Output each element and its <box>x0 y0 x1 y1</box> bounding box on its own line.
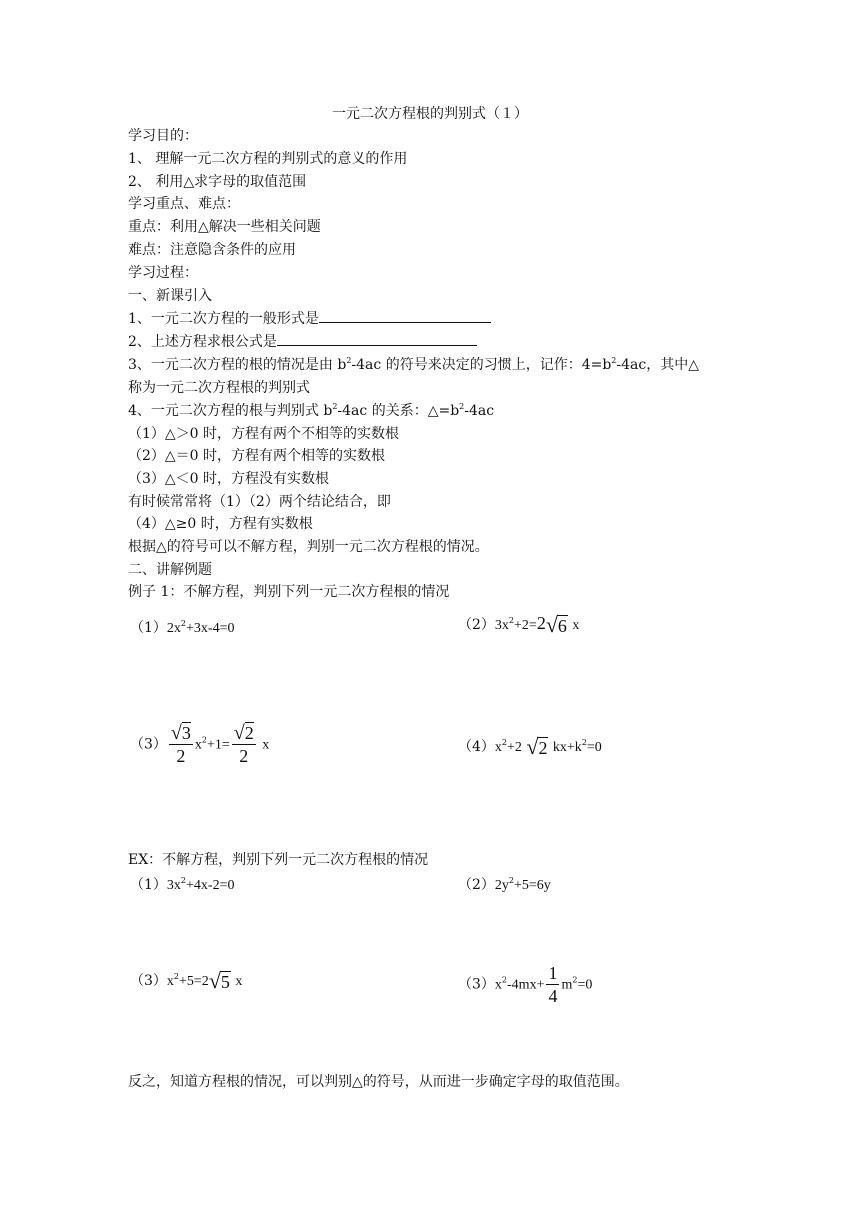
denominator: 4 <box>548 986 558 1006</box>
coefficient: 2 <box>536 613 546 633</box>
case-2: （2）△＝0 时，方程有两个相等的实数根 <box>128 448 386 464</box>
superscript: 2 <box>180 619 187 628</box>
equation-part: 3x <box>166 878 181 893</box>
equation-part: x <box>166 974 174 989</box>
section-heading-focus: 学习重点、难点： <box>128 196 240 212</box>
statement-4-part-b: -4ac 的关系：△=b <box>337 403 460 419</box>
closing-line: 反之，知道方程根的情况，可以判别△的符号，从而进一步确定字母的取值范围。 <box>128 1074 629 1090</box>
subsection-examples: 二、讲解例题 <box>128 562 212 578</box>
superscript: 2 <box>501 738 508 747</box>
subsection-intro: 一、新课引入 <box>128 288 212 304</box>
statement-3-continued: 称为一元二次方程根的判别式 <box>128 380 310 396</box>
focus-point: 重点：利用△解决一些相关问题 <box>128 219 321 235</box>
superscript: 2 <box>332 402 338 411</box>
equation-part: kx+k <box>552 740 582 755</box>
case-4: （4）△≥0 时，方程有实数根 <box>128 516 313 532</box>
equation-part: +2= <box>514 618 537 633</box>
superscript: 2 <box>346 356 352 365</box>
equation-part: +2 <box>507 740 522 755</box>
problem-label: （4） <box>458 739 495 755</box>
denominator: 2 <box>239 746 249 766</box>
goal-1: 1、 理解一元二次方程的判别式的意义的作用 <box>128 151 408 167</box>
equation-part: 3x <box>494 618 509 633</box>
question-1-text: 1、一元二次方程的一般形式是 <box>128 311 319 327</box>
fraction <box>232 722 256 767</box>
fraction <box>546 962 559 1007</box>
answer-blank-2[interactable] <box>277 332 477 346</box>
equation-part: +4x-2=0 <box>186 878 235 893</box>
equation-part: +5=6y <box>514 878 551 893</box>
radicand: 5 <box>220 972 230 992</box>
question-2-text: 2、上述方程求根公式是 <box>128 334 277 350</box>
equation-part: x <box>494 977 502 993</box>
radicand: 2 <box>244 723 254 743</box>
example-1-problem-4 <box>458 734 602 760</box>
example-1-problem-3 <box>130 722 269 767</box>
radical-sign-icon: √ <box>545 612 558 637</box>
radical-sign-icon: √ <box>526 734 539 759</box>
statement-3-part-b: -4ac 的符号来决定的习惯上，记作：4=b <box>351 357 612 373</box>
equation-part: =0 <box>586 740 602 755</box>
superscript: 2 <box>501 975 508 985</box>
case-3: （3）△＜0 时，方程没有实数根 <box>128 471 330 487</box>
problem-label: （2） <box>458 617 495 633</box>
equation-part: =0 <box>577 977 593 993</box>
equation-part: x <box>194 737 202 753</box>
equation-part: +5=2 <box>179 974 209 989</box>
equation-part: -4mx+ <box>507 977 545 993</box>
question-1 <box>128 309 491 329</box>
statement-4-part-c: -4ac <box>464 403 495 419</box>
exercise-problem-3 <box>130 968 242 994</box>
superscript: 2 <box>581 738 587 747</box>
equation-part: 2y <box>494 878 509 893</box>
section-heading-process: 学习过程： <box>128 265 198 281</box>
statement-3-part-a: 3、一元二次方程的根的情况是由 b <box>128 357 347 373</box>
page-title: 一元二次方程根的判别式（１） <box>332 106 528 122</box>
combine-note: 有时候常常将（1）（2）两个结论结合，即 <box>128 494 391 510</box>
problem-label: （1） <box>130 877 167 893</box>
example-1-problem-1 <box>130 617 234 637</box>
superscript: 2 <box>173 972 180 981</box>
superscript: 2 <box>508 616 515 625</box>
radicand: 3 <box>181 723 191 743</box>
superscript: 2 <box>611 356 617 365</box>
equation-part: x <box>235 974 243 989</box>
problem-label: （1） <box>130 620 167 636</box>
radical-sign-icon: √ <box>233 722 245 744</box>
difficulty-point: 难点：注意隐含条件的应用 <box>128 242 296 258</box>
example-1-heading: 例子 1：不解方程，判别下列一元二次方程根的情况 <box>128 584 450 600</box>
equation-part: x <box>572 618 580 633</box>
radical-sign-icon: √ <box>170 722 182 744</box>
problem-label: （3） <box>130 973 167 989</box>
denominator: 2 <box>176 746 186 766</box>
square-root <box>546 612 568 638</box>
exercise-problem-4 <box>458 962 592 1007</box>
numerator: 1 <box>548 963 558 983</box>
square-root <box>209 968 231 994</box>
radicand: 2 <box>538 738 548 758</box>
superscript: 2 <box>508 876 515 885</box>
radicand: 6 <box>557 616 567 636</box>
problem-label: （3） <box>130 736 167 753</box>
equation-part: x <box>494 740 502 755</box>
superscript: 2 <box>201 735 207 745</box>
fraction <box>169 722 193 767</box>
statement-3-part-c: -4ac，其中△ <box>616 357 699 373</box>
superscript: 2 <box>459 402 465 411</box>
statement-4-part-a: 4、一元二次方程的根与判别式 b <box>128 403 333 419</box>
equation-part: x <box>262 737 270 753</box>
answer-blank-1[interactable] <box>319 309 491 323</box>
statement-3 <box>128 355 699 375</box>
numerator <box>169 722 193 745</box>
exercise-heading: EX：不解方程，判别下列一元二次方程根的情况 <box>128 852 429 868</box>
exercise-problem-1 <box>130 874 234 894</box>
problem-label: （3） <box>458 976 495 993</box>
statement-4 <box>128 401 494 421</box>
problem-label: （2） <box>458 877 495 893</box>
equation-part: +3x-4=0 <box>186 621 235 636</box>
exercise-problem-2 <box>458 874 551 894</box>
section-heading-goals: 学习目的： <box>128 128 198 144</box>
summary-line: 根据△的符号可以不解方程，判别一元二次方程根的情况。 <box>128 539 489 555</box>
square-root <box>526 734 548 760</box>
example-1-problem-2 <box>458 612 579 638</box>
case-1: （1）△＞0 时，方程有两个不相等的实数根 <box>128 426 400 442</box>
radical-sign-icon: √ <box>208 968 221 993</box>
equation-part: 2x <box>166 621 181 636</box>
goal-2: 2、 利用△求字母的取值范围 <box>128 174 307 190</box>
question-2 <box>128 332 477 352</box>
numerator <box>232 722 256 745</box>
equation-part: m <box>561 977 573 993</box>
equation-part: +1= <box>207 737 230 753</box>
superscript: 2 <box>180 876 187 885</box>
superscript: 2 <box>572 975 578 985</box>
